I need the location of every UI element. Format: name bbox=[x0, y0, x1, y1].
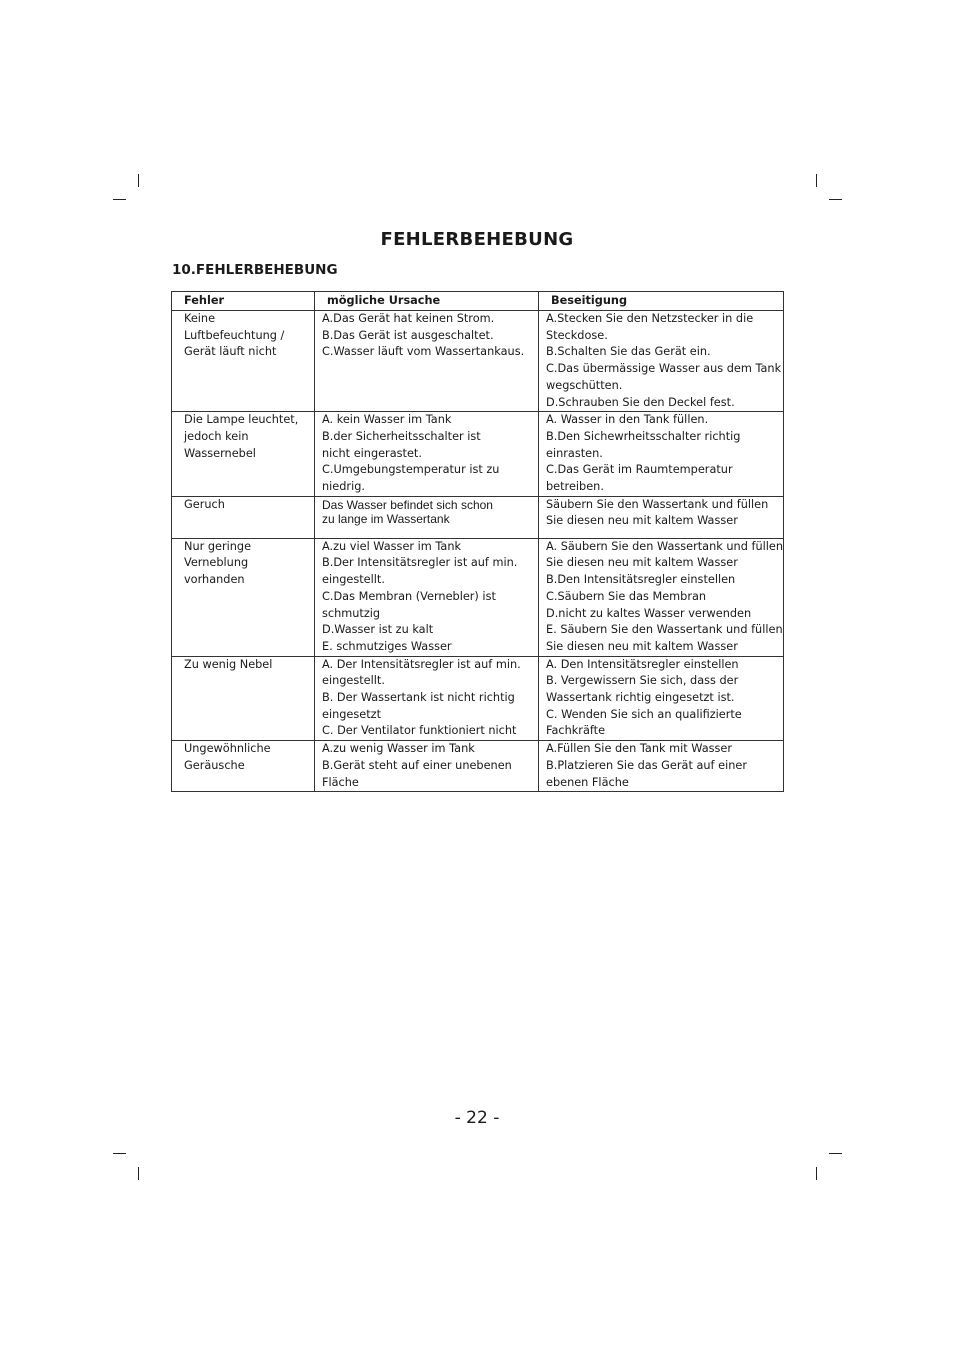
header-remedy: Beseitigung bbox=[539, 292, 784, 311]
cause-cell-line: eingestellt. bbox=[322, 573, 385, 587]
remedy-cell-line: A. Säubern Sie den Wassertank und füllen bbox=[546, 539, 783, 553]
remedy-cell-line: wegschütten. bbox=[546, 378, 623, 392]
crop-mark-top-right-vertical bbox=[816, 174, 817, 187]
crop-mark-bottom-right-vertical bbox=[816, 1167, 817, 1180]
cause-cell-line: B.Das Gerät ist ausgeschaltet. bbox=[322, 328, 494, 342]
remedy-cell-line: Wassertank richtig eingesetzt ist. bbox=[546, 691, 735, 705]
cause-cell-line: niedrig. bbox=[322, 480, 365, 494]
remedy-cell-line: A. Den Intensitätsregler einstellen bbox=[546, 657, 739, 671]
remedy-cell-line: Fachkräfte bbox=[546, 724, 606, 738]
cause-cell-line: D.Wasser ist zu kalt bbox=[322, 623, 434, 637]
table-row bbox=[172, 412, 784, 497]
cause-cell-line: C.Das Membran (Vernebler) ist bbox=[322, 589, 496, 603]
fault-cell-line: Nur geringe bbox=[184, 539, 252, 553]
table-row bbox=[172, 656, 784, 741]
remedy-cell-line: ebenen Fläche bbox=[546, 775, 629, 789]
cause-cell-line: C. Der Ventilator funktioniert nicht bbox=[322, 724, 517, 738]
table-row bbox=[172, 741, 784, 792]
remedy-cell-line: A.Stecken Sie den Netzstecker in die bbox=[546, 312, 754, 325]
cause-cell bbox=[315, 496, 539, 538]
cause-cell-line: C.Wasser läuft vom Wassertankaus. bbox=[322, 345, 525, 359]
remedy-cell-line: B.Platzieren Sie das Gerät auf einer bbox=[546, 758, 747, 772]
cause-cell-line: B. Der Wassertank ist nicht richtig bbox=[322, 691, 515, 705]
fault-cell bbox=[172, 412, 315, 497]
remedy-cell-line: A.Füllen Sie den Tank mit Wasser bbox=[546, 742, 733, 756]
cause-cell-line: Fläche bbox=[322, 775, 359, 789]
cause-cell-line: A.Das Gerät hat keinen Strom. bbox=[322, 312, 495, 325]
remedy-cell bbox=[539, 656, 784, 741]
remedy-cell-line: Säubern Sie den Wassertank und füllen bbox=[546, 497, 769, 511]
cause-cell bbox=[315, 538, 539, 656]
cause-cell-line: B.der Sicherheitsschalter ist bbox=[322, 429, 481, 443]
remedy-cell-line: C.Säubern Sie das Membran bbox=[546, 589, 707, 603]
fault-cell-line: Wassernebel bbox=[184, 446, 256, 460]
table-row bbox=[172, 538, 784, 656]
cause-cell bbox=[315, 412, 539, 497]
crop-mark-bottom-left-horizontal bbox=[113, 1153, 126, 1154]
cause-cell-line: A.zu viel Wasser im Tank bbox=[322, 539, 462, 553]
remedy-cell-line: Steckdose. bbox=[546, 328, 608, 342]
fault-cell-line: vorhanden bbox=[184, 573, 245, 587]
cause-cell-line: A. Der Intensitätsregler ist auf min. bbox=[322, 657, 521, 671]
cause-cell bbox=[315, 741, 539, 792]
cause-cell-line: Das Wasser befindet sich schon bbox=[322, 497, 493, 512]
remedy-cell-line: E. Säubern Sie den Wassertank und füllen bbox=[546, 623, 783, 637]
fault-cell-line: Gerät läuft nicht bbox=[184, 345, 277, 359]
cause-cell-line: A. kein Wasser im Tank bbox=[322, 413, 452, 427]
remedy-cell bbox=[539, 496, 784, 538]
remedy-cell-line: Sie diesen neu mit kaltem Wasser bbox=[546, 556, 738, 570]
cause-cell-line: schmutzig bbox=[322, 606, 381, 620]
remedy-cell-line: einrasten. bbox=[546, 446, 603, 460]
page-title: FEHLERBEHEBUNG bbox=[380, 229, 574, 250]
remedy-cell-line: A. Wasser in den Tank füllen. bbox=[546, 413, 709, 427]
fault-cell bbox=[172, 741, 315, 792]
fault-cell bbox=[172, 311, 315, 412]
fault-cell bbox=[172, 538, 315, 656]
header-cause: mögliche Ursache bbox=[315, 292, 539, 311]
cause-cell-line: nicht eingerastet. bbox=[322, 446, 422, 460]
remedy-cell-line: C.Das Gerät im Raumtemperatur bbox=[546, 463, 733, 477]
fault-cell-line: Ungewöhnliche bbox=[184, 742, 271, 756]
fault-cell-line: Geräusche bbox=[184, 758, 245, 772]
remedy-cell-line: C. Wenden Sie sich an qualifizierte bbox=[546, 707, 742, 721]
remedy-cell-line: D.Schrauben Sie den Deckel fest. bbox=[546, 395, 735, 409]
cause-cell-line: B.Gerät steht auf einer unebenen bbox=[322, 758, 512, 772]
cause-cell-line: eingestellt. bbox=[322, 674, 385, 688]
cause-cell-line: E. schmutziges Wasser bbox=[322, 639, 452, 653]
remedy-cell-line: Sie diesen neu mit kaltem Wasser bbox=[546, 514, 738, 528]
fault-cell-line: Zu wenig Nebel bbox=[184, 657, 273, 671]
fault-cell-line: jedoch kein bbox=[184, 429, 249, 443]
fault-cell-line: Keine bbox=[184, 312, 216, 325]
header-fault: Fehler bbox=[172, 292, 315, 311]
section-title: 10.FEHLERBEHEBUNG bbox=[172, 262, 338, 278]
table-row bbox=[172, 496, 784, 538]
remedy-cell bbox=[539, 412, 784, 497]
remedy-cell-line: B.Schalten Sie das Gerät ein. bbox=[546, 345, 711, 359]
cause-cell-line: B.Der Intensitätsregler ist auf min. bbox=[322, 556, 518, 570]
troubleshooting-table bbox=[171, 291, 784, 792]
cause-cell bbox=[315, 656, 539, 741]
fault-cell-line: Luftbefeuchtung / bbox=[184, 328, 285, 342]
cause-cell-line: A.zu wenig Wasser im Tank bbox=[322, 742, 475, 756]
fault-cell bbox=[172, 496, 315, 538]
cause-cell bbox=[315, 311, 539, 412]
remedy-cell-line: D.nicht zu kaltes Wasser verwenden bbox=[546, 606, 752, 620]
remedy-cell-line: B.Den Sichewrheitsschalter richtig bbox=[546, 429, 741, 443]
crop-mark-top-left-vertical bbox=[138, 174, 139, 187]
fault-cell bbox=[172, 656, 315, 741]
crop-mark-bottom-left-vertical bbox=[138, 1167, 139, 1180]
page-number: - 22 - bbox=[454, 1108, 500, 1128]
fault-cell-line: Die Lampe leuchtet, bbox=[184, 413, 299, 427]
remedy-cell-line: Sie diesen neu mit kaltem Wasser bbox=[546, 639, 738, 653]
fault-cell-line: Verneblung bbox=[184, 556, 249, 570]
cause-cell-line: zu lange im Wassertank bbox=[322, 511, 450, 526]
remedy-cell bbox=[539, 538, 784, 656]
cause-cell-line: C.Umgebungstemperatur ist zu bbox=[322, 463, 500, 477]
remedy-cell-line: betreiben. bbox=[546, 480, 604, 494]
crop-mark-top-left-horizontal bbox=[113, 199, 126, 200]
remedy-cell bbox=[539, 311, 784, 412]
remedy-cell-line: C.Das übermässige Wasser aus dem Tank bbox=[546, 362, 782, 376]
table-header-row bbox=[172, 292, 784, 311]
crop-mark-top-right-horizontal bbox=[829, 199, 842, 200]
remedy-cell-line: B. Vergewissern Sie sich, dass der bbox=[546, 674, 739, 688]
table-body bbox=[172, 311, 784, 792]
remedy-cell-line: B.Den Intensitätsregler einstellen bbox=[546, 573, 736, 587]
cause-cell-line: eingesetzt bbox=[322, 707, 381, 721]
crop-mark-bottom-right-horizontal bbox=[829, 1153, 842, 1154]
fault-cell-line: Geruch bbox=[184, 497, 225, 511]
remedy-cell bbox=[539, 741, 784, 792]
table-row bbox=[172, 311, 784, 412]
